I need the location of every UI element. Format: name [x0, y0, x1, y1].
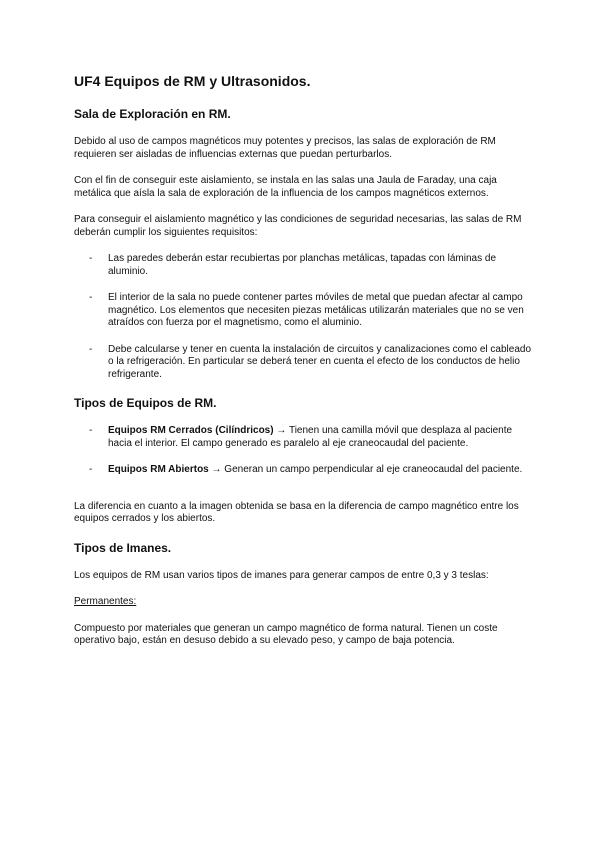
paragraph: Debido al uso de campos magnéticos muy potentes y precisos, las salas de exploración de RM requieren ser aisladas de influencias externas que puedan perturbarlos. [74, 136, 496, 160]
list-item-label: Equipos RM Abiertos [108, 464, 209, 475]
requirements-list [74, 253, 534, 381]
bullet-dash: - [89, 343, 93, 355]
section-heading-tipos-equipos: Tipos de Equipos de RM. [74, 396, 217, 410]
document-title: UF4 Equipos de RM y Ultrasonidos. [74, 73, 311, 89]
list-item [74, 344, 534, 382]
bullet-dash: - [89, 292, 93, 303]
list-item [74, 425, 534, 450]
bullet-dash: - [89, 253, 93, 264]
list-item-text: Debe calcularse y tener en cuenta la instalación de circuitos y canalizaciones como el cableado o la refrigeración. En particular se deberá tener en cuenta el efecto de los conductos de helio refrigerante. [108, 343, 532, 380]
paragraph: Los equipos de RM usan varios tipos de imanes para generar campos de entre 0,3 y 3 teslas: [74, 569, 489, 581]
list-item [74, 253, 534, 278]
list-item-text: → Tienen una camilla móvil que desplaza al paciente hacia el interior. El campo generado es paralelo al eje craneocaudal del paciente. [108, 425, 513, 449]
list-item-text: Las paredes deberán estar recubiertas por planchas metálicas, tapadas con láminas de aluminio. [108, 253, 497, 277]
section-heading-tipos-imanes: Tipos de Imanes. [74, 540, 172, 555]
paragraph: La diferencia en cuanto a la imagen obtenida se basa en la diferencia de campo magnético entre los equipos cerrados y los abiertos. [74, 500, 519, 524]
section-heading-sala: Sala de Exploración en RM. [74, 107, 231, 121]
list-item-text: El interior de la sala no puede contener partes móviles de metal que puedan afectar al campo magnético. Los elementos que necesiten piezas metálicas utilizarán materiales que no se ven atraídos con fuerza por el magnetismo, como el aluminio. [108, 292, 524, 328]
paragraph: Compuesto por materiales que generan un campo magnético de forma natural. Tienen un coste operativo bajo, están en desuso debido a su elevado peso, y campo de baja potencia. [74, 622, 498, 646]
bullet-dash: - [89, 464, 93, 475]
bullet-dash: - [89, 425, 93, 436]
paragraph: Para conseguir el aislamiento magnético y las condiciones de seguridad necesarias, las salas de RM deberán cumplir los siguientes requisitos: [74, 214, 522, 238]
paragraph: Con el fin de conseguir este aislamiento, se instala en las salas una Jaula de Faraday, una caja metálica que aísla la sala de exploración de la influencia de los campos magnéticos externos. [74, 175, 497, 199]
equipment-types-list [74, 425, 534, 477]
list-item-label: Equipos RM Cerrados (Cilíndricos) [108, 425, 274, 436]
subheading-permanentes: Permanentes: [74, 596, 137, 607]
list-item [74, 464, 534, 477]
spacer [74, 491, 534, 501]
list-item [74, 292, 534, 330]
list-item-text: → Generan un campo perpendicular al eje craneocaudal del paciente. [208, 464, 523, 475]
document-page [74, 72, 534, 662]
